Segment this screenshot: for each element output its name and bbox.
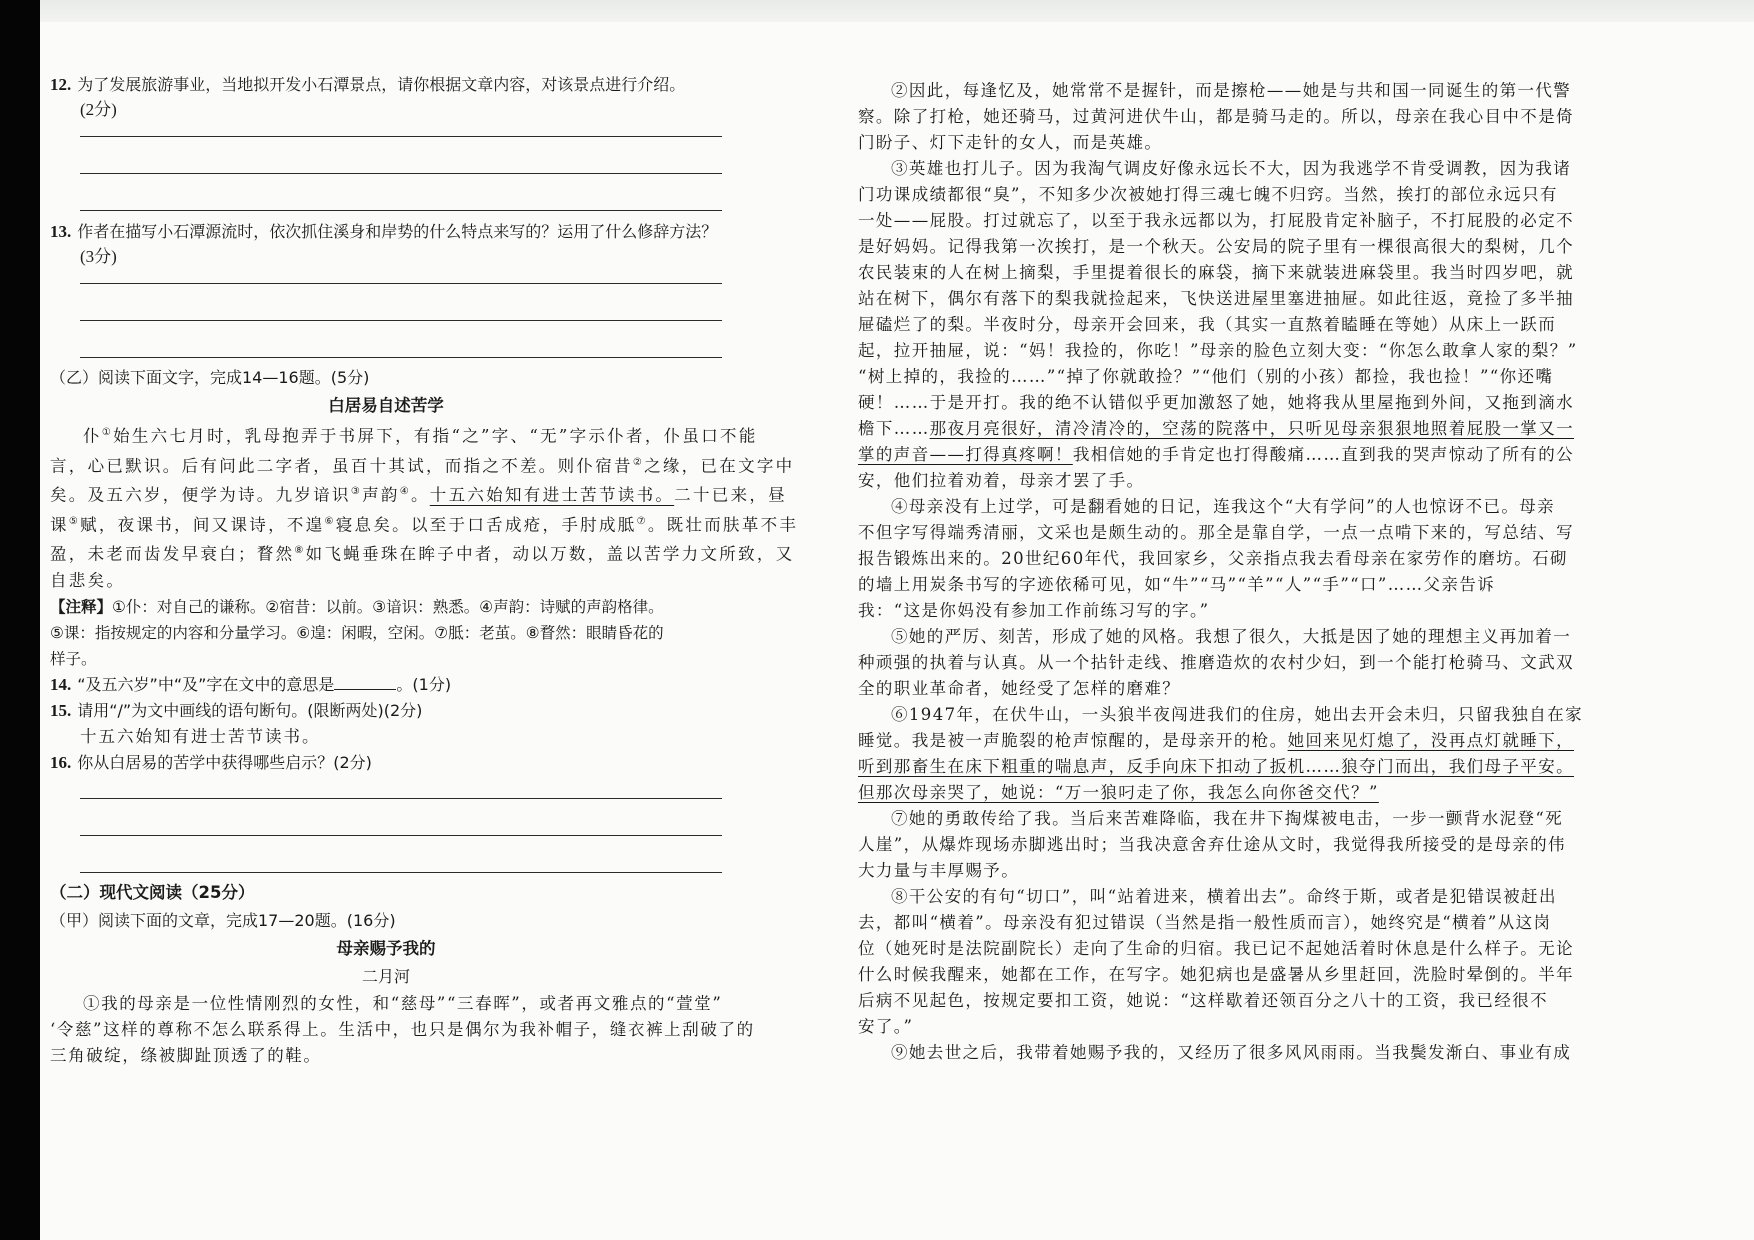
paragraph-2: ②因此，每逢忆及，她常常不是握针，而是擦枪——她是与共和国一同诞生的第一代警 察。除了打枪，她还骑马，过黄河进伏牛山，都是骑马走的。所以，母亲在我心目中不是倚 门盼子、灯下走针的女人，而是英雄。	[858, 81, 1574, 152]
paragraph-6: ⑥1947年，在伏牛山，一头狼半夜闯进我们的住房，她出去开会未归，只留我独自在家 睡觉。我是被一声脆裂的枪声惊醒的，是母亲开的枪。她回来见灯熄了，没再点灯就睡下， 听到那畜生在床下粗重的喘息声，反手向床下扣动了扳机……狼夺门而出，我们母子平安。 但那次母亲哭了，她说：“万一狼叼走了你，我怎么向你爸交代？”	[858, 705, 1583, 802]
answer-line[interactable]	[80, 357, 722, 358]
annotation-tag: 【注释】	[50, 597, 113, 616]
paragraph-1: ①我的母亲是一位性情刚烈的女性，和“慈母”“三春晖”，或者再文雅点的“萱堂” ‘令慈”这样的尊称不怎么联系得上。生活中，也只是偶尔为我补帽子，缝衣裤上刮破了的 三角破绽，绦被脚趾顶透了的鞋。	[50, 993, 755, 1065]
fill-in-blank[interactable]	[334, 675, 396, 690]
question-13: 13. 作者在描写小石潭源流时，依次抓住溪身和岸势的什么特点来写的？运用了什么修辞方法？	[50, 222, 718, 241]
paragraph-8: ⑧干公安的有句“切口”，叫“站着进来，横着出去”。命终于斯，或者是犯错误被赶出 去，都叫“横着”。母亲没有犯过错误（当然是指一般性质而言），她终究是“横着”从这岗 位（她死时是法院副院长）走向了生命的归宿。我已记不起她活着时休息是什么样子。无论 什么时候我醒来，她都在工作，在写字。她犯病也是盛暑从乡里赶回，洗脸时晕倒的。半年 后病不见起色，按规定要扣工资，她说：“这样歇着还领百分之八十的工资，我已经很不 安了。”	[858, 887, 1574, 1036]
question-12-text: 为了发展旅游事业，当地拟开发小石潭景点，请你根据文章内容，对该景点进行介绍。	[77, 75, 686, 94]
question-14: 14. “及五六岁”中“及”字在文中的意思是 。(1分)	[50, 674, 452, 694]
passage-title-bai-juyi: 白居易自述苦学	[328, 396, 444, 415]
question-13-points: (3分)	[80, 247, 117, 266]
question-13-text: 作者在描写小石潭源流时，依次抓住溪身和岸势的什么特点来写的？运用了什么修辞方法？	[77, 222, 718, 241]
paragraph-4: ④母亲没有上过学，可是翻看她的日记，连我这个“大有学问”的人也惊讶不已。母亲 不但字写得端秀清丽，文采也是颇生动的。那全是靠自学，一点一点啃下来的，写总结、写 报告锻炼出来的。20世纪60年代，我回家乡，父亲指点我去看母亲在家劳作的磨坊。石砌 的墙上用炭条书写的字迹依稀可见，如“牛”“马”“羊”“人”“手”“口”……父亲告诉 我：“这是你妈没有参加工作前练习写的字。”	[858, 497, 1574, 620]
scan-black-edge	[0, 0, 40, 1240]
paragraph-5: ⑤她的严厉、刻苦，形成了她的风格。我想了很久，大抵是因了她的理想主义再加着一 种顽强的执着与认真。从一个拈针走线、推磨造炊的农村少妇，到一个能打枪骑马、文武双 全的职业革命者，她经受了怎样的磨难？	[858, 627, 1574, 698]
question-15: 15. 请用“/”为文中画线的语句断句。(限断两处)(2分)	[50, 700, 423, 720]
passage-author: 二月河	[361, 966, 410, 986]
question-12-answer-area	[50, 122, 722, 211]
paragraph-7: ⑦她的勇敢传给了我。当后来苦难降临，我在井下掏煤被电击，一步一颤背水泥登“死 人崖”，从爆炸现场赤脚逃出时；当我决意舍弃仕途从文时，我觉得我所接受的是母亲的伟 大力量与丰厚赐予。	[858, 809, 1566, 880]
classical-passage: 仆①始生六七月时，乳母抱弄于书屏下，有指“之”字、“无”字示仆者，仆虽口不能 言，心已默识。后有问此二字者，虽百十其试，而指之不差。则仆宿昔②之缘，已在文字中 矣。及五六岁，便学为诗。九岁谙识③声韵④。十五六始知有进士苦节读书。二十已来，昼 课⑤赋，夜课书，间又课诗，不遑⑥寝息矣。以至于口舌成疮，手肘成胝⑦。既壮而肤革不丰 盈，未老而齿发早衰白；瞀然⑧如飞蝇垂珠在眸子中者，动以万数，盖以苦学力文所致，又 自悲矣。	[50, 426, 799, 590]
section-yi-heading: （乙）阅读下面文字，完成14—16题。(5分)	[50, 368, 370, 387]
section-jia-heading: （甲）阅读下面的文章，完成17—20题。(16分)	[50, 910, 396, 930]
answer-line[interactable]	[80, 320, 722, 321]
underlined-sentence: 掌的声音——打得真疼啊！	[858, 445, 1073, 464]
answer-line[interactable]	[80, 136, 722, 137]
passage-title-mother: 母亲赐予我的	[336, 938, 436, 958]
answer-line[interactable]	[80, 798, 722, 799]
annotations: 【注释】①仆：对自己的谦称。②宿昔：以前。③谙识：熟悉。④声韵：诗赋的声韵格律。 ⑤课：指按规定的内容和分量学习。⑥遑：闲暇，空闲。⑦胝：老茧。⑧瞀然：眼睛昏花的 样子。	[50, 597, 664, 668]
question-15-sentence: 十五六始知有进士苦节读书。	[80, 726, 321, 746]
question-12-points: (2分)	[80, 100, 117, 119]
answer-line[interactable]	[80, 283, 722, 284]
underlined-sentence: 听到那畜生在床下粗重的喘息声，反手向床下扣动了扳机……狼夺门而出，我们母子平安。	[858, 757, 1574, 776]
section-er-heading: （二）现代文阅读（25分）	[50, 882, 255, 902]
underlined-sentence: 但那次母亲哭了，她说：“万一狼叼走了你，我怎么向你爸交代？”	[858, 783, 1379, 802]
answer-line[interactable]	[80, 835, 722, 836]
paragraph-3: ③英雄也打儿子。因为我淘气调皮好像永远长不大，因为我逃学不肯受调教，因为我诸 门功课成绩都很“臭”，不知多少次被她打得三魂七魄不归窍。当然，挨打的部位永远只有 一处——屁股。打过就忘了，以至于我永远都以为，打屁股肯定补脑子，不打屁股的必定不 是好妈妈。记得我第一次挨打，是一个秋天。公安局的院子里有一棵很高很大的梨树，几个 农民装束的人在树上摘梨，手里提着很长的麻袋，摘下来就装进麻袋里。我当时四岁吧，就 站在树下，偶尔有落下的梨我就捡起来，飞快送进屋里塞进抽屉。如此往返，竟捡了多半抽 屉磕烂了的梨。半夜时分，母亲开会回来，我（其实一直熬着瞌睡在等她）从床上一跃而 起，拉开抽屉，说：“妈！我捡的，你吃！”母亲的脸色立刻大变：“你怎么敢拿人家的梨？” “树上掉的，我捡的……”“掉了你就敢捡？”“他们（别的小孩）都捡，我也捡！”“你还嘴 硬！……于是开打。我的绝不认错似乎更加激怒了她，她将我从里屋拖到外间，又拖到滴水 檐下……那夜月亮很好，清冷清冷的，空荡的院落中，只听见母亲狠狠地照着屁股一掌又一 掌的声音——打得真疼啊！我相信她的手肯定也打得酸痛……直到我的哭声惊动了所有的公 安，他们拉着劝着，母亲才罢了手。	[858, 159, 1578, 490]
right-column	[858, 78, 1583, 1066]
underlined-sentence: 十五六始知有进士苦节读书。	[429, 485, 675, 505]
underlined-sentence: 那夜月亮很好，清冷清冷的，空荡的院落中，只听见母亲狠狠地照着屁股一掌又一	[929, 419, 1575, 438]
underlined-sentence: 她回来见灯熄了，没再点灯就睡下，	[1287, 731, 1575, 750]
answer-line[interactable]	[80, 173, 722, 174]
question-16-answer-area	[50, 776, 722, 873]
question-12: 12. 为了发展旅游事业，当地拟开发小石潭景点，请你根据文章内容，对该景点进行介绍。	[50, 75, 686, 94]
answer-line[interactable]	[80, 872, 722, 873]
answer-line[interactable]	[80, 210, 722, 211]
scan-top-strip	[40, 0, 1754, 22]
paragraph-9: ⑨她去世之后，我带着她赐予我的，又经历了很多风风雨雨。当我鬓发渐白、事业有成	[891, 1043, 1572, 1062]
left-column	[50, 72, 799, 1069]
question-16: 16. 你从白居易的苦学中获得哪些启示？(2分)	[50, 752, 372, 772]
question-13-answer-area	[50, 269, 722, 358]
